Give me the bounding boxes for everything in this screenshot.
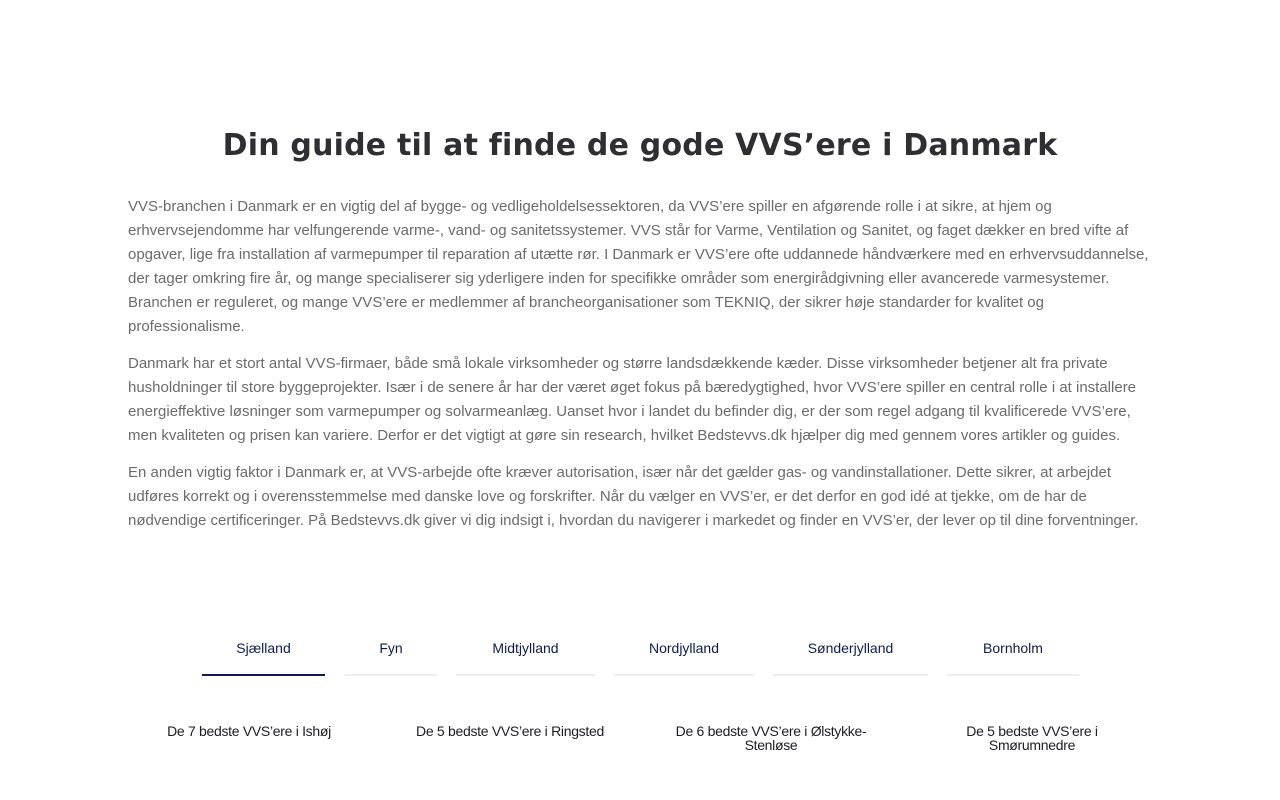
tab-midtjylland[interactable]: Midtjylland	[456, 630, 595, 676]
intro-paragraph: En anden vigtig faktor i Danmark er, at VVS-arbejde ofte kræver autorisation, især når det gælder gas- og vandinstallationer. Dette sikrer, at arbejdet udføres korrekt og i overensstemmelse med danske love og forskrifter. Når du vælger en VVS’er, er det derfor en god idé at tjekke, om de har de nødvendige certificeringer. På Bedstevvs.dk giver vi dig indsigt i, hvordan du navigerer i markedet og finder en VVS’er, der lever op til dine forventninger.	[128, 464, 1139, 529]
city-link-olstykke-stenlose[interactable]: De 6 bedste VVS’ere i Ølstykke-Stenløse	[675, 723, 867, 753]
intro-text	[128, 195, 1152, 546]
tab-nordjylland[interactable]: Nordjylland	[614, 630, 754, 676]
tab-fyn[interactable]: Fyn	[345, 630, 437, 676]
city-link-smorumnedre[interactable]: De 5 bedste VVS’ere i Smørumnedre	[966, 723, 1098, 753]
intro-paragraph: VVS-branchen i Danmark er en vigtig del af bygge- og vedligeholdelsessektoren, da VVS’ere spiller en afgørende rolle i at sikre, at hjem og erhvervsejendomme har velfungerende varme-, vand- og sanitetssystemer. VVS står for Varme, Ventilation og Sanitet, og faget dækker en bred vifte af opgaver, lige fra installation af varmepumper til reparation af utætte rør. I Danmark er VVS’ere ofte uddannede håndværkere med en erhvervsuddannelse, der tager omkring fire år, og mange specialiserer sig yderligere inden for specifikke områder som energirådgivning eller avancerede varmesystemer. Branchen er reguleret, og mange VVS’ere er medlemmer af brancheorganisationer som TEKNIQ, der sikrer høje standarder for kvalitet og professionalisme.	[128, 198, 1149, 335]
tab-sonderjylland[interactable]: Sønderjylland	[773, 630, 928, 676]
city-link-ishoj[interactable]: De 7 bedste VVS’ere i Ishøj	[167, 723, 331, 739]
city-link-ringsted[interactable]: De 5 bedste VVS’ere i Ringsted	[416, 723, 604, 739]
tab-sjaelland[interactable]: Sjælland	[202, 630, 325, 676]
region-tabs	[0, 630, 1280, 678]
page-title: Din guide til at finde de gode VVS’ere i Danmark	[222, 128, 1058, 163]
tab-bornholm[interactable]: Bornholm	[947, 630, 1079, 676]
intro-paragraph: Danmark har et stort antal VVS-firmaer, både små lokale virksomheder og større landsdækkende kæder. Disse virksomheder betjener alt fra private husholdninger til store byggeprojekter. Især i de senere år har der været øget fokus på bæredygtighed, hvor VVS’ere spiller en central rolle i at installere energieffektive løsninger som varmepumper og solvarmeanlæg. Uanset hvor i landet du befinder dig, er der som regel adgang til kvalificerede VVS’ere, men kvaliteten og prisen kan variere. Derfor er det vigtigt at gøre sin research, hvilket Bedstevvs.dk hjælper dig med gennem vores artikler og guides.	[128, 355, 1137, 444]
